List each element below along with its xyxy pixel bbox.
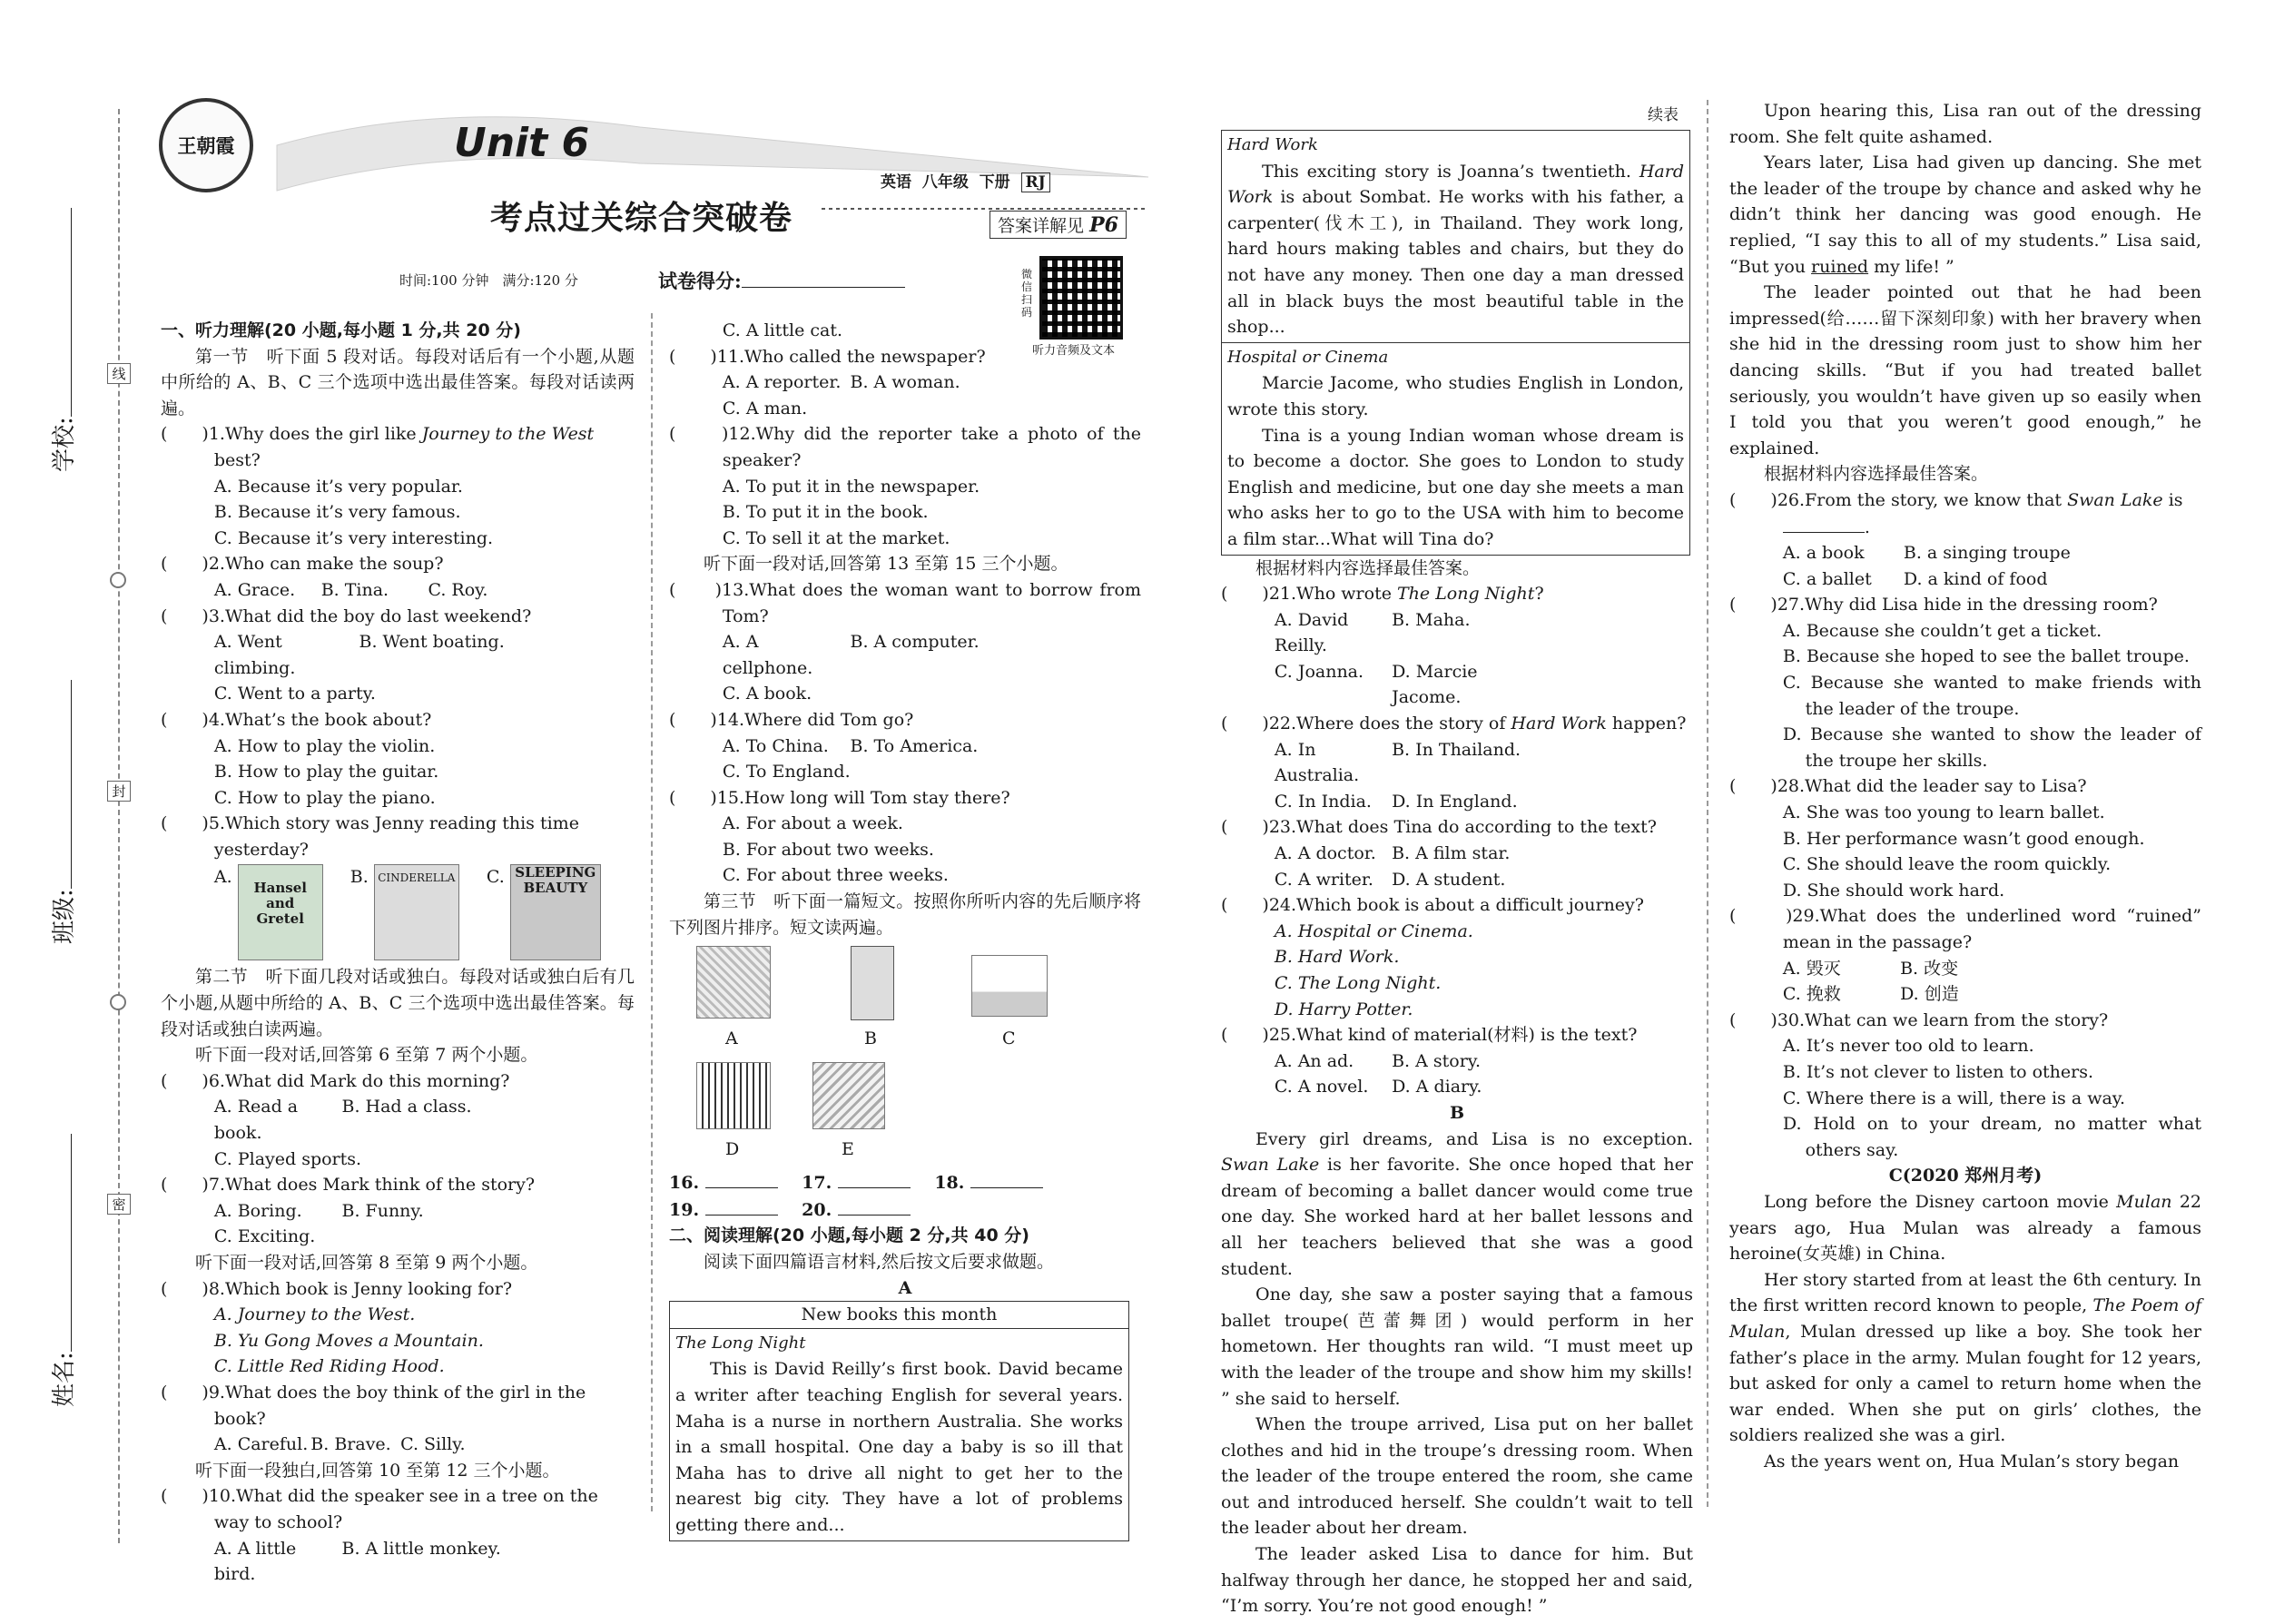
question-24: ( )24.Which book is about a difficult journey? — [1221, 895, 1644, 916]
question-11: ( )11.Who called the newspaper? — [669, 346, 986, 367]
question-13: ( )13.What does the woman want to borrow from Tom? — [669, 579, 1142, 626]
picture-row-1 — [669, 946, 1141, 1062]
picture-a-label: A — [725, 1029, 738, 1049]
q13-option-c[interactable]: C. A book. — [722, 684, 812, 704]
q1-option-a[interactable]: A. Because it’s very popular. — [213, 476, 463, 497]
question-9: ( )9.What does the boy think of the girl in the book? — [161, 1382, 586, 1429]
question-7: ( )7.What does Mark think of the story? — [161, 1175, 536, 1196]
q11-options-ab: A. A reporter. B. A woman. — [722, 372, 960, 393]
q6-options-ab: A. Read a book. B. Had a class. — [213, 1097, 472, 1144]
book-cover-cinderella[interactable]: CINDERELLA — [374, 864, 459, 960]
q13-options-ab: A. A cellphone. B. A computer. — [722, 632, 980, 678]
seal-mark-1: 线 — [107, 363, 131, 384]
q27-option-a[interactable]: A. Because she couldn’t get a ticket. — [1782, 620, 2102, 641]
picture-c[interactable] — [971, 955, 1048, 1017]
picture-a[interactable] — [696, 946, 771, 1019]
q26-options-ab: A. a book B. a singing troupe — [1782, 543, 2071, 564]
q30-option-b[interactable]: B. It’s not clever to listen to others. — [1782, 1061, 2094, 1082]
binding-dashed-line — [118, 109, 120, 1543]
reading-instruction: 阅读下面四篇语言材料,然后按文后要求做题。 — [704, 1252, 1055, 1273]
q8-option-a[interactable]: A. Journey to the West. — [213, 1304, 416, 1325]
listening-heading: 一、听力理解(20 小题,每小题 1 分,共 20 分) — [161, 320, 521, 340]
question-30: ( )30.What can we learn from the story? — [1729, 1009, 2109, 1030]
q7-option-c[interactable]: C. Exciting. — [213, 1226, 316, 1247]
q30-option-c[interactable]: C. Where there is a will, there is a way. — [1782, 1088, 2126, 1108]
intro-13-15: 听下面一段对话,回答第 13 至第 15 三个小题。 — [704, 554, 1068, 575]
answer-ref-badge: 答案详解见 P6 — [989, 211, 1127, 239]
book-title-hospital-cinema: Hospital or Cinema — [1227, 347, 1389, 367]
column-1 — [161, 318, 635, 1588]
passage-b-label: B — [1449, 1102, 1465, 1123]
q28-option-b[interactable]: B. Her performance wasn’t good enough. — [1782, 828, 2145, 849]
q3-options-ab: A. Went climbing. B. Went boating. — [213, 632, 505, 678]
ring-mark-2 — [110, 994, 126, 1010]
question-27: ( )27.Why did Lisa hide in the dressing room? — [1729, 595, 2158, 615]
passage-c-label: C(2020 郑州月考) — [1888, 1166, 2043, 1186]
passage-a-label: A — [898, 1277, 912, 1298]
q22-options-ab: A. In Australia. B. In Thailand. — [1274, 739, 1521, 786]
picture-b-label: B — [864, 1029, 877, 1049]
q1-option-b[interactable]: B. Because it’s very famous. — [213, 502, 461, 523]
passage-b-p2: One day, she saw a poster saying that a famous ballet troupe(芭蕾舞团) would perform in her hometown. Her thoughts ran wild. “I must meet up with the leader of the troupe and show him my skills! ” she said to herself. — [1221, 1284, 1693, 1409]
q21-options-cd: C. Joanna. D. Marcie Jacome. — [1274, 661, 1478, 708]
question-2: ( )2.Who can make the soup? — [161, 554, 444, 575]
q30-option-a[interactable]: A. It’s never too old to learn. — [1782, 1036, 2034, 1057]
new-books-table-continued — [1221, 130, 1690, 556]
q15-option-a[interactable]: A. For about a week. — [722, 813, 903, 834]
unit-title: Unit 6 — [454, 120, 590, 166]
book-desc-long-night: This is David Reilly’s first book. David became a writer after teaching English for several years. Maha is a nurse in northern Australia. She works in a small hospital. One day a baby is so ill that Maha has to drive all night to get her to the nearest big city. They have a lot of problems getting there and... — [675, 1359, 1123, 1535]
q22-options-cd: C. In India. D. In England. — [1274, 791, 1518, 812]
q26-options-cd: C. a ballet D. a kind of food — [1782, 568, 2048, 589]
q7-options-ab: A. Boring. B. Funny. — [213, 1200, 424, 1221]
q4-option-b[interactable]: B. How to play the guitar. — [213, 762, 439, 782]
q12-option-b[interactable]: B. To put it in the book. — [722, 502, 929, 523]
new-books-table — [669, 1301, 1129, 1540]
column-2 — [669, 318, 1141, 1541]
book-title-long-night: The Long Night — [675, 1333, 806, 1353]
qr-caption-vertical: 微信扫码 — [1021, 268, 1033, 319]
q10-option-c[interactable]: C. A little cat. — [722, 320, 843, 340]
q1-option-c[interactable]: C. Because it’s very interesting. — [213, 527, 494, 548]
school-field[interactable] — [71, 208, 72, 417]
q14-options-ab: A. To China. B. To America. — [722, 735, 979, 756]
name-field[interactable] — [71, 1134, 72, 1352]
book-entry-long-night — [670, 1329, 1128, 1540]
qr-caption: 听力音频及文本 — [1032, 344, 1116, 358]
passage-c-p2: Her story started from at least the 6th century. In the first written record known to people, The Poem of Mulan, Mulan dressed up like a boy. She took her father’s place in the army. Mulan fought for 12 years, but asked for only a camel to return home when the war ended. When she put on girls’ clothes, the soldiers realized she was a girl. — [1729, 1269, 2202, 1446]
answer-17[interactable] — [838, 1169, 911, 1188]
q10-options-ab: A. A little bird. B. A little monkey. — [213, 1538, 501, 1585]
q29-options-ab: A. 毁灭 B. 改变 — [1782, 958, 1959, 979]
book-intro-hospital-cinema: Marcie Jacome, who studies English in London, wrote this story. — [1227, 373, 1684, 419]
school-label: 学校: — [45, 208, 79, 472]
question-23: ( )23.What does Tina do according to the text? — [1221, 817, 1657, 838]
q8-option-c[interactable]: C. Little Red Riding Hood. — [213, 1356, 445, 1377]
q24-option-c[interactable]: C. The Long Night. — [1274, 973, 1442, 993]
q24-option-b[interactable]: B. Hard Work. — [1274, 947, 1400, 968]
q21-options-ab: A. David Reilly. B. Maha. — [1274, 609, 1471, 656]
book-desc-hard-work: This exciting story is Joanna’s twentieth. Hard Work is about Sombat. He works with his father, a carpenter(伐木工), in Thailand. They work long, hard hours making tables and chairs, but they do not have any money. Then one day a man dressed all in black buys the most beautiful table in the shop... — [1227, 161, 1684, 338]
section3-instructions: 第三节 听下面一篇短文。按照你所听内容的先后顺序将下列图片排序。短文读两遍。 — [669, 891, 1141, 938]
meta-tags: 英语 八年级 下册 RJ — [881, 169, 1050, 192]
exam-subtitle: 考点过关综合突破卷 — [490, 199, 793, 237]
q27-option-d[interactable]: D. Because she wanted to show the leader of the troupe her skills. — [1782, 724, 2201, 771]
column-4 — [1729, 98, 2201, 1474]
q27-option-c[interactable]: C. Because she wanted to make friends with the leader of the troupe. — [1782, 673, 2201, 719]
time-score: 时间:100 分钟 满分:120 分 — [399, 272, 578, 289]
picture-d-label: D — [725, 1139, 740, 1160]
answer-18[interactable] — [970, 1169, 1043, 1188]
question-6: ( )6.What did Mark do this morning? — [161, 1070, 510, 1091]
intro-6-7: 听下面一段对话,回答第 6 至第 7 两个小题。 — [195, 1045, 538, 1066]
passage-c-p1: Long before the Disney cartoon movie Mulan 22 years ago, Hua Mulan was already a famous heroine(女英雄) in China. — [1729, 1191, 2201, 1265]
q28-option-d[interactable]: D. She should work hard. — [1782, 880, 2005, 901]
book-entry-hard-work — [1222, 131, 1689, 343]
q8-option-b[interactable]: B. Yu Gong Moves a Mountain. — [213, 1330, 484, 1351]
q6-option-c[interactable]: C. Played sports. — [213, 1148, 362, 1169]
q12-option-c[interactable]: C. To sell it at the market. — [722, 527, 950, 548]
passage-b-p7: The leader pointed out that he had been impressed(给……留下深刻印象) with her bravery when she hid in the dressing room just to show him her dancing skills. “But if you had treated ballet seriously, you wouldn’t have given up so easily when I told you that you weren’t good enough,” he explained. — [1729, 282, 2201, 458]
q5-picture-options: A. Hansel and Gretel B. CINDERELLA C. SLEEPING BEAUTY — [161, 864, 635, 964]
section2-instructions: 第二节 听下面几段对话或独白。每段对话或独白后有几个小题,从题中所给的 A、B、C 三个选项中选出最佳答案。每段对话或独白读两遍。 — [161, 967, 635, 1039]
divider-2 — [1707, 100, 1708, 1507]
score-label: 试卷得分: — [658, 267, 905, 294]
column-3 — [1221, 130, 1693, 1619]
q28-option-c[interactable]: C. She should leave the room quickly. — [1782, 854, 2112, 875]
divider-1 — [651, 313, 653, 1511]
question-5: ( )5.Which story was Jenny reading this time yesterday? — [161, 813, 579, 860]
answer-19[interactable] — [705, 1196, 778, 1216]
q25-options-cd: C. A novel. D. A diary. — [1274, 1077, 1482, 1097]
book-cover-hansel-gretel[interactable]: Hansel and Gretel — [238, 864, 323, 960]
fill-row-2: 19. 20. — [669, 1196, 1141, 1224]
class-field[interactable] — [71, 680, 72, 889]
question-15: ( )15.How long will Tom stay there? — [669, 787, 1010, 808]
class-label: 班级: — [45, 680, 79, 944]
choose-best-b: 根据材料内容选择最佳答案。 — [1764, 464, 1989, 485]
book-cover-sleeping-beauty[interactable]: SLEEPING BEAUTY — [510, 864, 601, 960]
question-28: ( )28.What did the leader say to Lisa? — [1729, 776, 2087, 797]
question-3: ( )3.What did the boy do last weekend? — [161, 605, 532, 626]
q15-option-b[interactable]: B. For about two weeks. — [722, 839, 934, 860]
reading-heading: 二、阅读理解(20 小题,每小题 2 分,共 40 分) — [669, 1225, 1029, 1246]
picture-e-label: E — [842, 1139, 854, 1160]
seal-mark-2: 封 — [107, 781, 131, 802]
question-1: ( )1.Why does the girl like Journey to the West best? — [161, 424, 595, 470]
book-title-hard-work: Hard Work — [1227, 135, 1318, 154]
underlined-word-ruined: ruined — [1811, 256, 1869, 277]
q23-options-cd: C. A writer. D. A student. — [1274, 869, 1506, 890]
name-label: 姓名: — [45, 1134, 79, 1407]
question-8: ( )8.Which book is Jenny looking for? — [161, 1278, 513, 1299]
q27-option-b[interactable]: B. Because she hoped to see the ballet troupe. — [1782, 646, 2190, 667]
picture-b[interactable] — [851, 946, 894, 1020]
q24-option-a[interactable]: A. Hospital or Cinema. — [1274, 920, 1473, 941]
section1-instructions: 第一节 听下面 5 段对话。每段对话后有一个小题,从题中所给的 A、B、C 三个选项中选出最佳答案。每段对话读两遍。 — [161, 346, 635, 418]
intro-10-12: 听下面一段独白,回答第 10 至第 12 三个小题。 — [195, 1460, 560, 1481]
picture-row-2 — [669, 1062, 1141, 1169]
passage-c-p3: As the years went on, Hua Mulan’s story began — [1764, 1451, 2180, 1471]
continued-label: 续表 — [1648, 106, 1679, 124]
question-26: ( )26.From the story, we know that Swan Lake is . — [1729, 489, 2183, 537]
q15-option-c[interactable]: C. For about three weeks. — [722, 865, 949, 886]
q14-option-c[interactable]: C. To England. — [722, 762, 851, 782]
passage-b-p5: Upon hearing this, Lisa ran out of the dressing room. She felt quite ashamed. — [1729, 101, 2201, 147]
answer-16[interactable] — [705, 1169, 778, 1188]
question-14: ( )14.Where did Tom go? — [669, 709, 914, 730]
logo-seal — [159, 98, 253, 192]
q25-options-ab: A. An ad. B. A story. — [1274, 1050, 1482, 1071]
answer-page: P6 — [1089, 213, 1118, 237]
q23-options-ab: A. A doctor. B. A film star. — [1274, 843, 1511, 864]
q26-blank[interactable] — [1783, 514, 1865, 533]
answer-20[interactable] — [838, 1196, 911, 1216]
q12-option-a[interactable]: A. To put it in the newspaper. — [722, 476, 980, 497]
question-12: ( )12.Why did the reporter take a photo of the speaker? — [669, 424, 1142, 470]
fill-row-1: 16. 17. 18. — [669, 1169, 1141, 1196]
q4-option-a[interactable]: A. How to play the violin. — [213, 735, 436, 756]
seal-mark-3: 密 — [107, 1194, 131, 1215]
picture-c-label: C — [1002, 1029, 1016, 1049]
passage-b-p6: Years later, Lisa had given up dancing. She met the leader of the troupe by chance and asked why he didn’t think her dancing was good enough. He replied, “I say this to all of my students.” Lisa said, “But you ruined my life! ” — [1729, 153, 2201, 277]
logo-text: 王朝霞 — [177, 134, 235, 157]
q11-option-c[interactable]: C. A man. — [722, 398, 808, 418]
picture-d[interactable] — [696, 1062, 771, 1129]
score-field[interactable] — [742, 287, 905, 288]
picture-e[interactable] — [812, 1062, 885, 1129]
question-29: ( )29.What does the underlined word “ruined” mean in the passage? — [1729, 906, 2202, 952]
book-desc-hospital-cinema: Tina is a young Indian woman whose dream is to become a doctor. She goes to London to study English and medicine, but one day she meets a man who asks her to go to the USA with him to become a film star...What will Tina do? — [1227, 425, 1684, 549]
question-25: ( )25.What kind of material(材料) is the text? — [1221, 1025, 1638, 1046]
q24-option-d[interactable]: D. Harry Potter. — [1274, 999, 1413, 1019]
question-22: ( )22.Where does the story of Hard Work happen? — [1221, 714, 1687, 734]
book-entry-hospital-cinema — [1222, 343, 1689, 555]
binding-margin — [0, 0, 145, 1624]
intro-8-9: 听下面一段对话,回答第 8 至第 9 两个小题。 — [195, 1253, 538, 1273]
q30-option-d[interactable]: D. Hold on to your dream, no matter what others say. — [1782, 1114, 2201, 1160]
question-10: ( )10.What did the speaker see in a tree on the way to school? — [161, 1486, 598, 1532]
ring-mark-1 — [110, 572, 126, 588]
choose-best-a: 根据材料内容选择最佳答案。 — [1255, 557, 1481, 578]
passage-b-p4: The leader asked Lisa to dance for him. But halfway through her dance, he stopped her and said, “I’m sorry. You’re not good enough! ” — [1221, 1544, 1693, 1617]
question-4: ( )4.What’s the book about? — [161, 709, 432, 730]
question-21: ( )21.Who wrote The Long Night? — [1221, 584, 1544, 605]
q29-options-cd: C. 挽救 D. 创造 — [1782, 984, 1959, 1005]
q9-options: A. Careful. B. Brave. C. Silly. — [213, 1434, 466, 1455]
q28-option-a[interactable]: A. She was too young to learn ballet. — [1782, 802, 2105, 823]
passage-b-p3: When the troupe arrived, Lisa put on her ballet clothes and hid in the troupe’s dressing room. When the leader of the troupe entered the room, she came out and introduced herself. She couldn’t wait to tell the leader about her dream. — [1221, 1414, 1693, 1539]
q3-option-c[interactable]: C. Went to a party. — [213, 684, 376, 704]
q2-options: A. Grace. B. Tina. C. Roy. — [213, 579, 488, 600]
header-banner — [150, 91, 1139, 237]
passage-b-p1: Every girl dreams, and Lisa is no exception. Swan Lake is her favorite. She once hoped that her dream of becoming a ballet dancer would come true one day. She worked hard at her ballet lessons and all her teachers believed that she was a good student. — [1221, 1128, 1693, 1279]
table-title: New books this month — [670, 1302, 1128, 1329]
q4-option-c[interactable]: C. How to play the piano. — [213, 787, 436, 808]
